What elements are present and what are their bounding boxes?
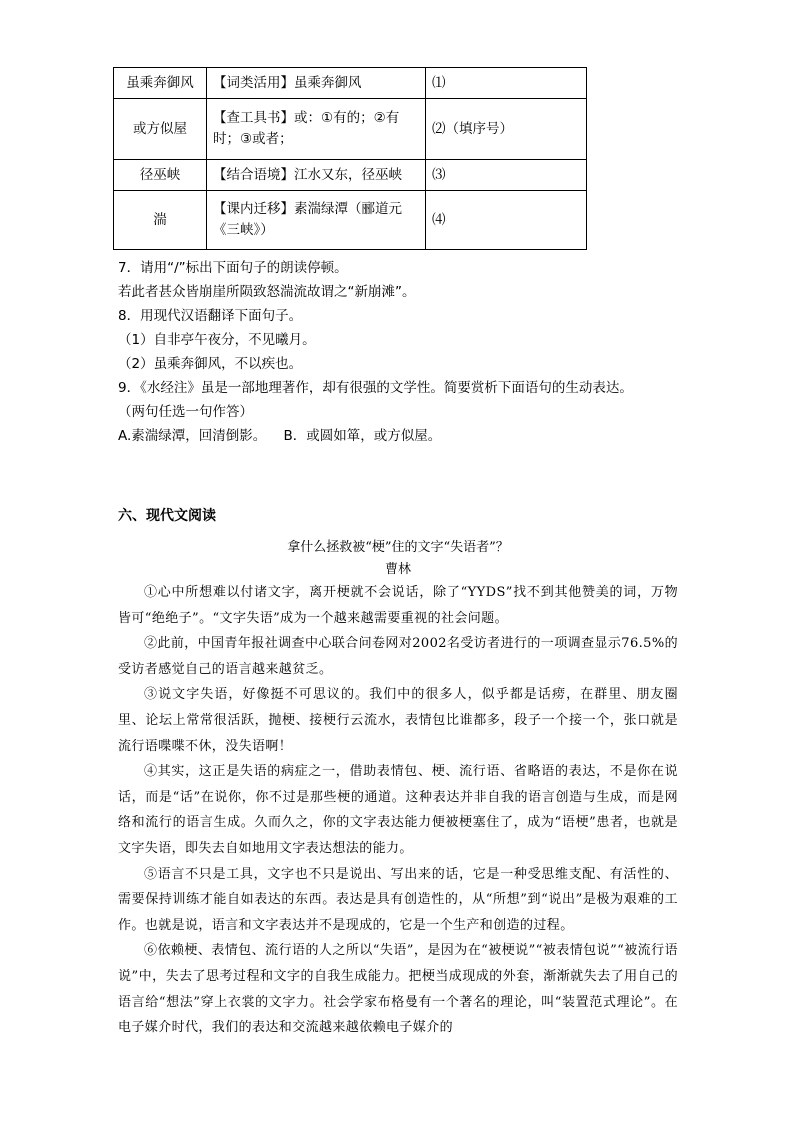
- question-9-options: A.素湍绿潭，回清倒影。 B．或圆如箪，或方似屋。: [118, 428, 442, 444]
- article-paragraph: ⑥依赖梗、表情包、流行语的人之所以“失语”，是因为在“被梗说”“被表情包说”“被流行语说”中，失去了思考过程和文字的自我生成能力。把梗当成现成的外套，渐渐就失去了用自己的语言给“想法”穿上衣裳的文字力。社会学家布格曼有一个著名的理论，叫“装置范式理论”。在电子媒介时代，我们的表达和交流越来越依赖电子媒介的: [118, 943, 678, 1036]
- table-cell-answer: ⑶: [426, 160, 587, 191]
- article-paragraph: ⑤语言不只是工具，文字也不只是说出、写出来的话，它是一种受思维支配、有活性的、需要保持训练才能自如表达的东西。表达是具有创造性的，从“所想”到“说出”是极为艰难的工作。也就是说，语言和文字表达并不是现成的，它是一个生产和创造的过程。: [118, 866, 678, 933]
- question-7-sentence: 若此者甚众皆崩崖所陨致怒湍流故谓之“新崩滩”。: [118, 284, 416, 300]
- question-9-note: （两句任选一句作答）: [118, 404, 253, 420]
- table-cell-word: 或方似屋: [114, 99, 207, 160]
- table-row: [114, 68, 587, 99]
- question-8-item-1: （1）自非亭午夜分，不见曦月。: [118, 332, 316, 348]
- question-9-title: 9．《水经注》虽是一部地理著作，却有很强的文学性。简要赏析下面语句的生动表达。: [118, 380, 633, 396]
- article-title: 拿什么拯救被“梗”住的文字“失语者”？: [287, 540, 509, 555]
- table-cell-word: 虽乘奔御风: [114, 68, 207, 99]
- table-cell-answer: ⑷: [426, 191, 587, 250]
- article-paragraph: ③说文字失语，好像挺不可思议的。我们中的很多人，似乎都是话痨，在群里、朋友圈里、论坛上常常很活跃，抛梗、接梗行云流水，表情包比谁都多，段子一个接一个，张口就是流行语喋喋不休，没失语啊！: [118, 687, 678, 754]
- table-row: [114, 99, 587, 160]
- article-body: [118, 580, 678, 1041]
- question-8-title: 8．用现代汉语翻译下面句子。: [118, 308, 303, 324]
- article-author: 曹林: [384, 562, 411, 577]
- article-paragraph: ②此前，中国青年报社调查中心联合问卷网对2002名受访者进行的一项调查显示76.5%的受访者感觉自己的语言越来越贫乏。: [118, 636, 678, 677]
- table-cell-method: 【查工具书】或：①有的；②有时；③或者；: [207, 99, 426, 160]
- table-cell-word: 湍: [114, 191, 207, 250]
- table-row: [114, 191, 587, 250]
- table-cell-word: 径巫峡: [114, 160, 207, 191]
- table-row: [114, 160, 587, 191]
- table-cell-method: 【词类活用】虽乘奔御风: [207, 68, 426, 99]
- question-8-item-2: （2）虽乘奔御风，不以疾也。: [118, 356, 303, 372]
- vocabulary-table: [113, 67, 587, 250]
- table-cell-method: 【结合语境】江水又东，径巫峡: [207, 160, 426, 191]
- article-paragraph: ①心中所想难以付诸文字，离开梗就不会说话，除了“YYDS”找不到其他赞美的词，万物皆可“绝绝子”。“文字失语”成为一个越来越需要重视的社会问题。: [118, 585, 678, 626]
- section-title: 六、现代文阅读: [118, 508, 216, 524]
- article-paragraph: ④其实，这正是失语的病症之一，借助表情包、梗、流行语、省略语的表达，不是你在说话，而是“话”在说你，你不过是那些梗的通道。这种表达并非自我的语言创造与生成，而是网络和流行的语言生成。久而久之，你的文字表达能力便被梗塞住了，成为“语梗”患者，也就是文字失语，即失去自如地用文字表达想法的能力。: [118, 764, 678, 856]
- table-cell-answer: ⑵（填序号）: [426, 99, 587, 160]
- table-cell-method: 【课内迁移】素湍绿潭（郦道元《三峡》）: [207, 191, 426, 250]
- question-7-title: 7．请用“/”标出下面句子的朗读停顿。: [118, 260, 348, 276]
- table-cell-answer: ⑴: [426, 68, 587, 99]
